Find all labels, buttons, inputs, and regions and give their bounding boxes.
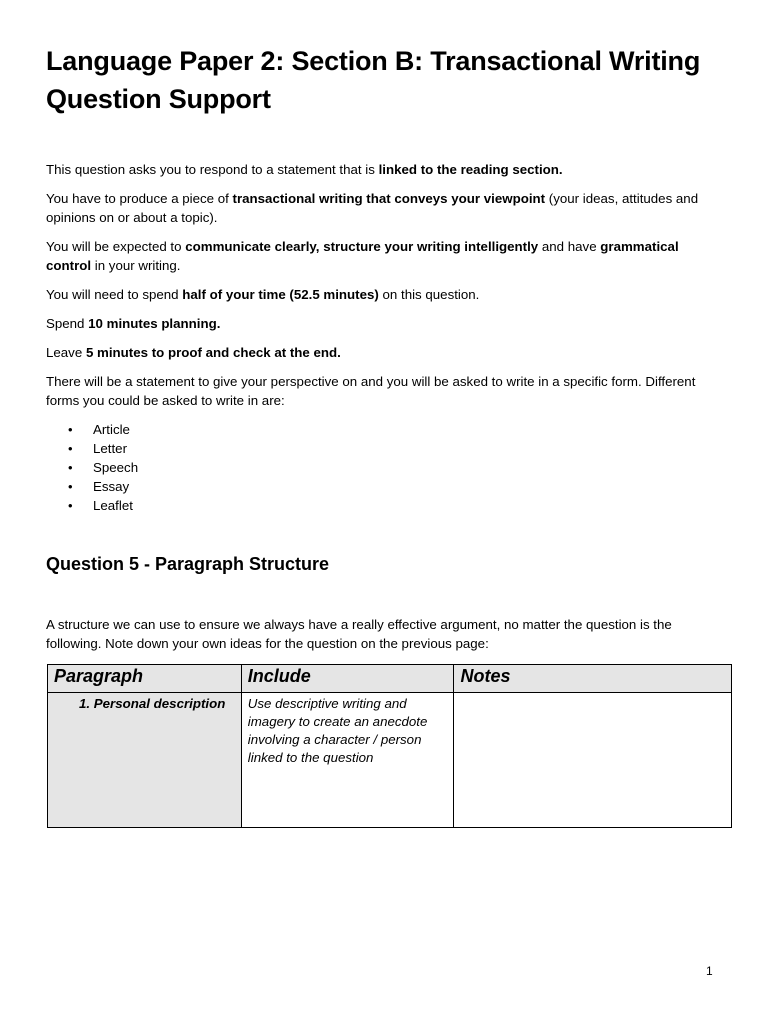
list-item bbox=[46, 439, 726, 458]
emphasis: 10 minutes planning. bbox=[88, 316, 221, 331]
text: (your ideas, attitudes and opinions on or about a topic). bbox=[46, 191, 699, 225]
paragraph-cell bbox=[48, 693, 242, 828]
include-cell: Use descriptive writing and imagery to create an anecdote involving a character / person linked to the question bbox=[241, 693, 454, 828]
form-label: Letter bbox=[93, 441, 128, 456]
bullet-icon: • bbox=[68, 441, 73, 456]
form-label: Article bbox=[93, 422, 130, 437]
intro-paragraph-4 bbox=[46, 285, 726, 304]
form-label: Essay bbox=[93, 479, 130, 494]
emphasis: communicate clearly, structure your writing intelligently bbox=[185, 239, 539, 254]
forms-list bbox=[46, 420, 726, 515]
text: and have bbox=[538, 239, 601, 254]
intro-paragraph-3 bbox=[46, 237, 726, 275]
bullet-icon: • bbox=[68, 498, 73, 513]
emphasis: transactional writing that conveys your viewpoint bbox=[232, 191, 546, 206]
page-number: 1 bbox=[706, 964, 713, 978]
paragraph-label: Personal description bbox=[93, 696, 226, 711]
header-include: Include bbox=[241, 665, 454, 693]
emphasis: 5 minutes to proof and check at the end. bbox=[85, 345, 341, 360]
page-title: Language Paper 2: Section B: Transactional Writing Question Support bbox=[46, 46, 701, 114]
list-item bbox=[46, 496, 726, 515]
paragraph-structure-table bbox=[47, 664, 732, 828]
intro-paragraph-2 bbox=[46, 189, 726, 227]
intro-paragraph-5 bbox=[46, 314, 726, 333]
intro-paragraph-7: There will be a statement to give your perspective on and you will be asked to write in a specific form. Different forms you could be asked to write in are: bbox=[46, 374, 696, 408]
bullet-icon: • bbox=[68, 422, 73, 437]
text: Spend bbox=[46, 316, 89, 331]
paragraph-number: 1. bbox=[79, 696, 91, 711]
notes-cell[interactable] bbox=[454, 693, 732, 828]
table-row bbox=[48, 693, 732, 828]
structure-intro-text: A structure we can use to ensure we always have a really effective argument, no matter the question is the following. Note down your own ideas for the question on the previous page: bbox=[46, 617, 672, 651]
emphasis: linked to the reading section. bbox=[378, 162, 563, 177]
emphasis: grammatical control bbox=[46, 239, 679, 273]
intro-section bbox=[46, 160, 726, 515]
list-item bbox=[46, 458, 726, 477]
text: This question asks you to respond to a statement that is bbox=[46, 162, 379, 177]
structure-intro bbox=[46, 615, 726, 663]
bullet-icon: • bbox=[68, 479, 73, 494]
text: Leave bbox=[46, 345, 86, 360]
header-notes: Notes bbox=[454, 665, 732, 693]
form-label: Speech bbox=[93, 460, 139, 475]
emphasis: half of your time (52.5 minutes) bbox=[182, 287, 379, 302]
text: You will be expected to bbox=[46, 239, 186, 254]
table-header-row bbox=[48, 665, 732, 693]
list-item bbox=[46, 420, 726, 439]
header-paragraph: Paragraph bbox=[48, 665, 242, 693]
intro-paragraph-1 bbox=[46, 160, 726, 179]
text: You will need to spend bbox=[46, 287, 183, 302]
text: You have to produce a piece of bbox=[46, 191, 233, 206]
text: in your writing. bbox=[91, 258, 181, 273]
bullet-icon: • bbox=[68, 460, 73, 475]
intro-paragraph-6 bbox=[46, 343, 726, 362]
section-heading: Question 5 - Paragraph Structure bbox=[46, 554, 330, 574]
list-item bbox=[46, 477, 726, 496]
text: on this question. bbox=[378, 287, 480, 302]
form-label: Leaflet bbox=[93, 498, 133, 513]
